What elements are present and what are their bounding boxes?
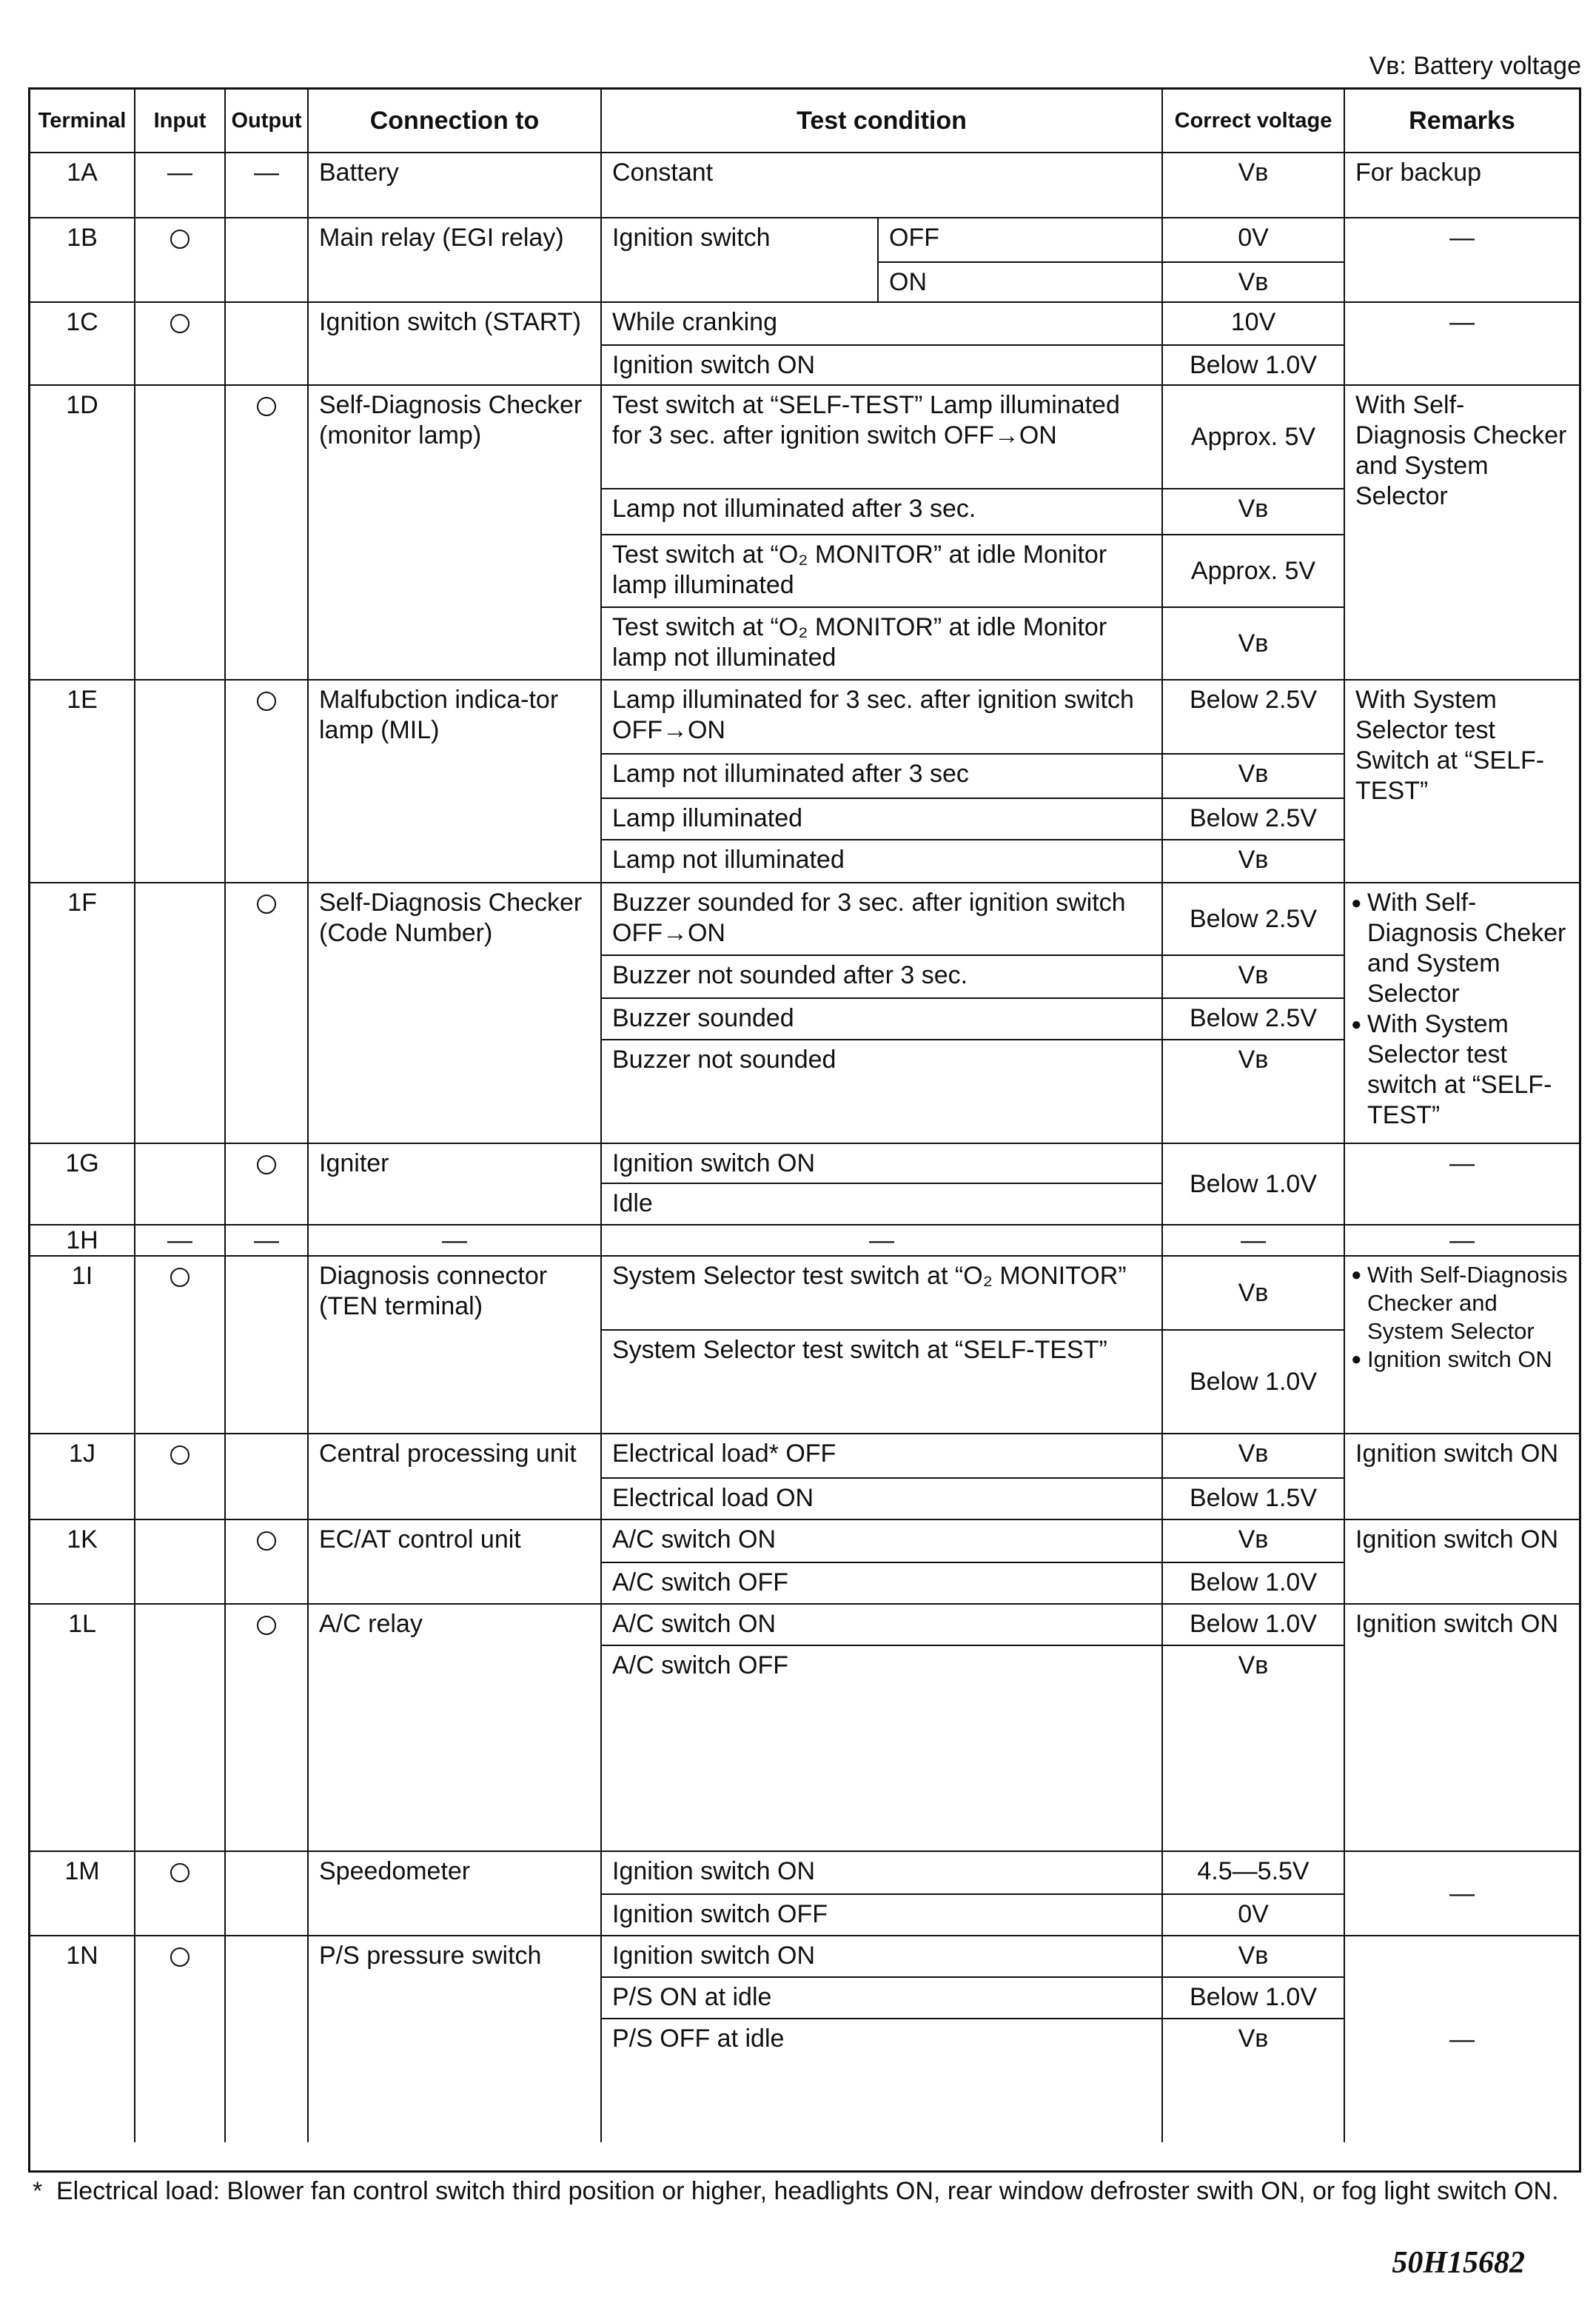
condition-1J-1: Electrical load* OFF bbox=[602, 1434, 1163, 1479]
remarks-1N: — bbox=[1449, 2024, 1475, 2053]
connection-1N: P/S pressure switch bbox=[309, 1936, 602, 2142]
input-1G bbox=[135, 1144, 226, 1226]
condition-1N-2: P/S ON at idle bbox=[602, 1978, 1163, 2019]
voltage-1I-1: Vʙ bbox=[1163, 1257, 1345, 1331]
terminal-1B: 1B bbox=[30, 218, 135, 303]
remarks-1I bbox=[1345, 1257, 1579, 1434]
condition-1N-3: P/S OFF at idle bbox=[602, 2019, 1163, 2142]
terminal-1J: 1J bbox=[30, 1434, 135, 1520]
voltage-1D-1: Approx. 5V bbox=[1163, 386, 1345, 489]
voltage-1F-4: Vʙ bbox=[1163, 1040, 1345, 1144]
input-1F bbox=[135, 883, 226, 1144]
condition-1D-1: Test switch at “SELF-TEST” Lamp illuminated for 3 sec. after ignition switch OFF→ON bbox=[602, 386, 1163, 489]
condition-1B-2: ON bbox=[879, 263, 1163, 303]
voltage-1C-2: Below 1.0V bbox=[1163, 346, 1345, 386]
connection-1L: A/C relay bbox=[309, 1605, 602, 1852]
condition-1M-2: Ignition switch OFF bbox=[602, 1895, 1163, 1936]
voltage-1E-4: Vʙ bbox=[1163, 840, 1345, 883]
voltage-1K-2: Below 1.0V bbox=[1163, 1563, 1345, 1605]
input-1E bbox=[135, 681, 226, 883]
input-1K bbox=[135, 1520, 226, 1605]
output-1F bbox=[226, 883, 309, 1144]
condition-1M-1: Ignition switch ON bbox=[602, 1852, 1163, 1895]
figure-code: 50H15682 bbox=[1392, 2246, 1525, 2280]
remarks-1I-2: ● Ignition switch ON bbox=[1351, 1345, 1576, 1374]
circle-mark-icon bbox=[257, 1155, 276, 1174]
condition-1E-4: Lamp not illuminated bbox=[602, 840, 1163, 883]
condition-1C-2: Ignition switch ON bbox=[602, 346, 1163, 386]
condition-1J-2: Electrical load ON bbox=[602, 1479, 1163, 1520]
circle-mark-icon bbox=[170, 1268, 190, 1287]
header-terminal: Terminal bbox=[30, 90, 135, 153]
voltage-1F-3: Below 2.5V bbox=[1163, 999, 1345, 1040]
input-1N bbox=[135, 1936, 226, 2142]
terminal-1C: 1C bbox=[30, 303, 135, 386]
header-correct-voltage: Correct voltage bbox=[1163, 90, 1345, 153]
connection-1J: Central processing unit bbox=[309, 1434, 602, 1520]
terminal-1L: 1L bbox=[30, 1605, 135, 1852]
input-1H-dash: — bbox=[135, 1226, 226, 1257]
circle-mark-icon bbox=[257, 692, 276, 711]
voltage-1C-1: 10V bbox=[1163, 303, 1345, 346]
terminal-1N: 1N bbox=[30, 1936, 135, 2142]
header-input: Input bbox=[135, 90, 226, 153]
output-1K bbox=[226, 1520, 309, 1605]
connection-1D: Self-Diagnosis Checker (monitor lamp) bbox=[309, 386, 602, 681]
terminal-1F: 1F bbox=[30, 883, 135, 1144]
condition-1I-1: System Selector test switch at “O₂ MONITOR” bbox=[602, 1257, 1163, 1331]
condition-1D-2: Lamp not illuminated after 3 sec. bbox=[602, 489, 1163, 535]
terminal-1G: 1G bbox=[30, 1144, 135, 1226]
connection-1A: Battery bbox=[309, 153, 602, 218]
remarks-1D: With Self-Diagnosis Checker and System Selector bbox=[1345, 386, 1579, 681]
condition-1H-dash: — bbox=[602, 1226, 1163, 1257]
header-connection: Connection to bbox=[309, 90, 602, 153]
connection-1F: Self-Diagnosis Checker (Code Number) bbox=[309, 883, 602, 1144]
condition-1I-2: System Selector test switch at “SELF-TEST” bbox=[602, 1331, 1163, 1434]
condition-1B-group: Ignition switch bbox=[602, 218, 879, 303]
voltage-1D-3: Approx. 5V bbox=[1163, 535, 1345, 608]
voltage-1N-1: Vʙ bbox=[1163, 1936, 1345, 1978]
circle-mark-icon bbox=[170, 1947, 190, 1967]
output-1M bbox=[226, 1852, 309, 1936]
input-1B bbox=[135, 218, 226, 303]
condition-1F-4: Buzzer not sounded bbox=[602, 1040, 1163, 1144]
voltage-1G: Below 1.0V bbox=[1163, 1144, 1345, 1226]
condition-1N-1: Ignition switch ON bbox=[602, 1936, 1163, 1978]
remarks-1M: — bbox=[1345, 1852, 1579, 1936]
input-1L bbox=[135, 1605, 226, 1852]
remarks-1E: With System Selector test Switch at “SELF-TEST” bbox=[1345, 681, 1579, 883]
voltage-1D-4: Vʙ bbox=[1163, 608, 1345, 681]
connection-1K: EC/AT control unit bbox=[309, 1520, 602, 1605]
voltage-1N-3: Vʙ bbox=[1163, 2019, 1345, 2142]
connection-1M: Speedometer bbox=[309, 1852, 602, 1936]
voltage-1I-2: Below 1.0V bbox=[1163, 1331, 1345, 1434]
output-1N bbox=[226, 1936, 309, 2142]
condition-1E-2: Lamp not illuminated after 3 sec bbox=[602, 755, 1163, 799]
output-1L bbox=[226, 1605, 309, 1852]
battery-voltage-legend: Vʙ: Battery voltage bbox=[1369, 52, 1581, 80]
voltage-1F-2: Vʙ bbox=[1163, 956, 1345, 999]
terminal-1M: 1M bbox=[30, 1852, 135, 1936]
condition-1E-1: Lamp illuminated for 3 sec. after ignition switch OFF→ON bbox=[602, 681, 1163, 755]
remarks-1K: Ignition switch ON bbox=[1345, 1520, 1579, 1605]
voltage-1A-1: Vʙ bbox=[1163, 153, 1345, 218]
input-1J bbox=[135, 1434, 226, 1520]
voltage-1N-2: Below 1.0V bbox=[1163, 1978, 1345, 2019]
connection-1E: Malfubction indica-tor lamp (MIL) bbox=[309, 681, 602, 883]
output-1I bbox=[226, 1257, 309, 1434]
terminal-1K: 1K bbox=[30, 1520, 135, 1605]
condition-1C-1: While cranking bbox=[602, 303, 1163, 346]
circle-mark-icon bbox=[257, 1616, 276, 1635]
circle-mark-icon bbox=[170, 1445, 190, 1465]
voltage-1M-1: 4.5—5.5V bbox=[1163, 1852, 1345, 1895]
footnote bbox=[28, 2176, 1577, 2207]
connection-1I: Diagnosis connector (TEN terminal) bbox=[309, 1257, 602, 1434]
condition-1F-2: Buzzer not sounded after 3 sec. bbox=[602, 956, 1163, 999]
remarks-1F-1: ● With Self-Diagnosis Cheker and System Selector bbox=[1351, 888, 1573, 1009]
condition-1A-1: Constant bbox=[602, 153, 1163, 218]
voltage-1L-1: Below 1.0V bbox=[1163, 1605, 1345, 1646]
header-output: Output bbox=[226, 90, 309, 153]
output-1E bbox=[226, 681, 309, 883]
voltage-1J-1: Vʙ bbox=[1163, 1434, 1345, 1479]
remarks-1C: — bbox=[1345, 303, 1579, 386]
voltage-1E-1: Below 2.5V bbox=[1163, 681, 1345, 755]
circle-mark-icon bbox=[170, 314, 190, 333]
remarks-1B: — bbox=[1345, 218, 1579, 303]
remarks-1L: Ignition switch ON bbox=[1345, 1605, 1579, 1852]
condition-1K-2: A/C switch OFF bbox=[602, 1563, 1163, 1605]
circle-mark-icon bbox=[257, 895, 276, 914]
remarks-1G: — bbox=[1345, 1144, 1579, 1226]
circle-mark-icon bbox=[170, 230, 190, 249]
voltage-1L-2: Vʙ bbox=[1163, 1646, 1345, 1852]
terminal-1E: 1E bbox=[30, 681, 135, 883]
circle-mark-icon bbox=[257, 397, 276, 416]
voltage-1F-1: Below 2.5V bbox=[1163, 883, 1345, 956]
output-1H-dash: — bbox=[226, 1226, 309, 1257]
output-1J bbox=[226, 1434, 309, 1520]
terminal-1I: 1I bbox=[30, 1257, 135, 1434]
connection-1C: Ignition switch (START) bbox=[309, 303, 602, 386]
footnote-text: Electrical load: Blower fan control switch third position or higher, headlights ON, rear window defroster swith ON, or fog light switch ON. bbox=[56, 2177, 1559, 2205]
voltage-1K-1: Vʙ bbox=[1163, 1520, 1345, 1563]
remarks-1F-2: ● With System Selector test switch at “SELF-TEST” bbox=[1351, 1009, 1573, 1131]
circle-mark-icon bbox=[257, 1531, 276, 1551]
condition-1G-2: Idle bbox=[602, 1184, 1163, 1226]
terminal-1H: 1H bbox=[30, 1226, 135, 1257]
terminal-1A: 1A bbox=[30, 153, 135, 218]
condition-1B-1: OFF bbox=[879, 218, 1163, 263]
remarks-1F bbox=[1345, 883, 1579, 1144]
remarks-1J: Ignition switch ON bbox=[1345, 1434, 1579, 1520]
voltage-1J-2: Below 1.5V bbox=[1163, 1479, 1345, 1520]
output-1C bbox=[226, 303, 309, 386]
terminal-1D: 1D bbox=[30, 386, 135, 681]
voltage-1B-1: 0V bbox=[1163, 218, 1345, 263]
voltage-1B-2: Vʙ bbox=[1163, 263, 1345, 303]
output-1B bbox=[226, 218, 309, 303]
voltage-1M-2: 0V bbox=[1163, 1895, 1345, 1936]
voltage-1E-3: Below 2.5V bbox=[1163, 799, 1345, 840]
circle-mark-icon bbox=[170, 1863, 190, 1882]
input-1I bbox=[135, 1257, 226, 1434]
remarks-1I-1: ● With Self-Diagnosis Checker and System Selector bbox=[1351, 1261, 1576, 1345]
input-1D bbox=[135, 386, 226, 681]
input-1C bbox=[135, 303, 226, 386]
footnote-asterisk: * bbox=[33, 2177, 43, 2205]
voltage-1E-2: Vʙ bbox=[1163, 755, 1345, 799]
condition-1E-3: Lamp illuminated bbox=[602, 799, 1163, 840]
header-remarks: Remarks bbox=[1345, 90, 1579, 153]
condition-1K-1: A/C switch ON bbox=[602, 1520, 1163, 1563]
condition-1L-2: A/C switch OFF bbox=[602, 1646, 1163, 1852]
condition-1F-3: Buzzer sounded bbox=[602, 999, 1163, 1040]
remarks-1H-dash: — bbox=[1345, 1226, 1579, 1257]
voltage-1H-dash: — bbox=[1163, 1226, 1345, 1257]
terminal-voltage-table bbox=[28, 87, 1581, 2173]
condition-1L-1: A/C switch ON bbox=[602, 1605, 1163, 1646]
output-1D bbox=[226, 386, 309, 681]
connection-1B: Main relay (EGI relay) bbox=[309, 218, 602, 303]
output-1A-dash: — bbox=[226, 153, 309, 218]
output-1G bbox=[226, 1144, 309, 1226]
remarks-1A: For backup bbox=[1345, 153, 1579, 218]
condition-1D-3: Test switch at “O₂ MONITOR” at idle Monitor lamp illuminated bbox=[602, 535, 1163, 608]
condition-1G-1: Ignition switch ON bbox=[602, 1144, 1163, 1184]
connection-1G: Igniter bbox=[309, 1144, 602, 1226]
condition-1D-4: Test switch at “O₂ MONITOR” at idle Monitor lamp not illuminated bbox=[602, 608, 1163, 681]
connection-1H-dash: — bbox=[309, 1226, 602, 1257]
input-1M bbox=[135, 1852, 226, 1936]
voltage-1D-2: Vʙ bbox=[1163, 489, 1345, 535]
condition-1F-1: Buzzer sounded for 3 sec. after ignition switch OFF→ON bbox=[602, 883, 1163, 956]
input-1A-dash: — bbox=[135, 153, 226, 218]
header-test-condition: Test condition bbox=[602, 90, 1163, 153]
